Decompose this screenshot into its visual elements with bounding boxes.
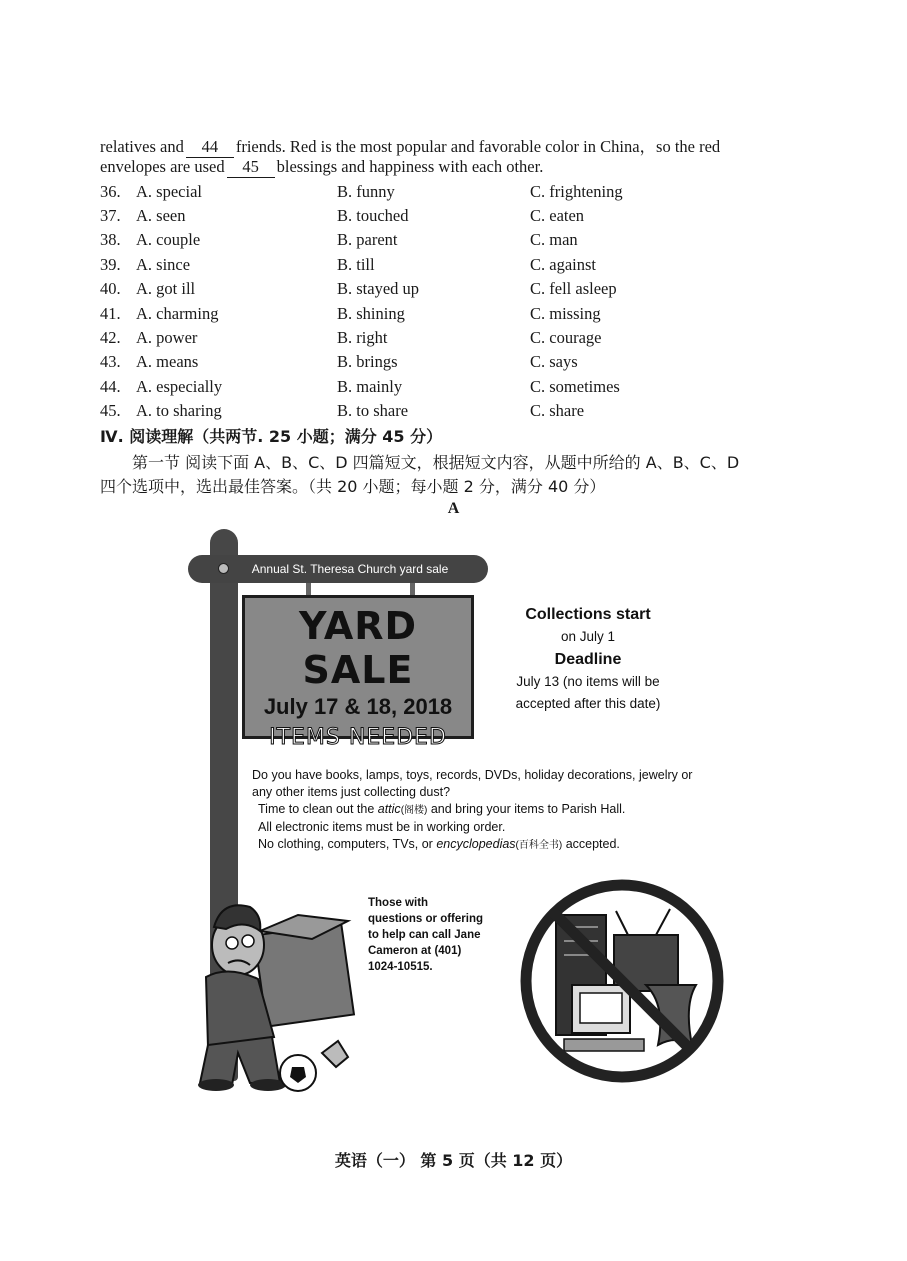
option-b: B. parent — [337, 230, 398, 249]
question-number: 45. — [100, 401, 121, 420]
passage-label: A — [447, 500, 460, 517]
question-number: 43. — [100, 352, 121, 371]
option-c: C. eaten — [530, 206, 585, 225]
question-row — [100, 304, 820, 326]
option-c: C. against — [530, 255, 596, 274]
option-a: A. couple — [136, 230, 201, 249]
option-a: A. power — [136, 328, 198, 347]
option-c: C. fell asleep — [530, 279, 617, 298]
option-c: C. courage — [530, 328, 602, 347]
option-b: B. shining — [337, 304, 405, 323]
poster-body — [252, 767, 692, 854]
collect-line: on July 1 — [560, 629, 616, 644]
option-c: C. share — [530, 401, 585, 420]
passage-text: envelopes are used — [100, 157, 225, 176]
no-electronics-icon — [516, 875, 728, 1087]
yard-sale-sign — [242, 595, 474, 750]
option-a: A. means — [136, 352, 199, 371]
option-a: A. charming — [136, 304, 219, 323]
option-b: B. stayed up — [337, 279, 420, 298]
option-c: C. says — [530, 352, 578, 371]
option-a: A. to sharing — [136, 401, 222, 420]
option-b: B. mainly — [337, 377, 403, 396]
instruction-line-1: 第一节 阅读下面 A、B、C、D 四篇短文，根据短文内容，从题中所给的 A、B、C、D — [132, 453, 740, 472]
question-row — [100, 182, 820, 204]
poster-banner: Annual St. Theresa Church yard sale — [188, 555, 488, 583]
option-b: B. right — [337, 328, 388, 347]
sign-items-needed: ITEMS NEEDED — [269, 725, 447, 750]
question-number: 44. — [100, 377, 121, 396]
blank-44: 44 — [186, 137, 234, 158]
question-row — [100, 279, 820, 301]
passage-text: blessings and happiness with each other. — [276, 157, 544, 176]
collect-line: accepted after this date) — [515, 696, 661, 711]
page-footer: 英语（一） 第 5 页（共 12 页） — [334, 1151, 573, 1170]
collect-line: Collections start — [525, 606, 651, 623]
passage-text: friends. Red is the most popular and favorable color in China，so the red — [235, 137, 721, 156]
passage-line-2 — [100, 157, 543, 178]
question-number: 36. — [100, 182, 121, 201]
question-number: 40. — [100, 279, 121, 298]
question-number: 41. — [100, 304, 121, 323]
question-number: 38. — [100, 230, 121, 249]
question-row — [100, 328, 820, 350]
option-b: B. to share — [337, 401, 409, 420]
body-line: No clothing, computers, TVs, or encyclopedias(百科全书) accepted. — [258, 837, 620, 851]
yard-sale-poster — [178, 527, 730, 1093]
question-row — [100, 255, 820, 277]
question-row — [100, 206, 820, 228]
option-a: A. especially — [136, 377, 223, 396]
option-c: C. missing — [530, 304, 601, 323]
collection-info — [500, 603, 676, 715]
option-b: B. brings — [337, 352, 398, 371]
sign-title: YARD SALE — [298, 604, 418, 692]
man-carrying-box-illustration — [188, 887, 368, 1093]
sign-date: July 17 & 18, 2018 — [263, 694, 453, 719]
option-c: C. man — [530, 230, 578, 249]
body-line: Do you have books, lamps, toys, records, DVDs, holiday decorations, jewelry or — [252, 768, 693, 782]
question-number: 37. — [100, 206, 121, 225]
question-row — [100, 230, 820, 252]
question-row — [100, 401, 820, 423]
passage-line-1 — [100, 133, 720, 158]
question-number: 42. — [100, 328, 121, 347]
instruction-line-2: 四个选项中，选出最佳答案。（共 20 小题；每小题 2 分，满分 40 分） — [100, 477, 606, 496]
option-c: C. frightening — [530, 182, 623, 201]
option-c: C. sometimes — [530, 377, 620, 396]
blank-45: 45 — [227, 157, 275, 178]
option-b: B. funny — [337, 182, 395, 201]
passage-text: relatives and — [100, 137, 184, 156]
option-a: A. special — [136, 182, 202, 201]
body-line: All electronic items must be in working order. — [258, 820, 506, 834]
collect-line: July 13 (no items will be — [516, 674, 660, 689]
option-a: A. got ill — [136, 279, 196, 298]
bolt-icon — [218, 563, 229, 574]
question-row — [100, 352, 820, 374]
body-line: Time to clean out the attic(阁楼) and bring your items to Parish Hall. — [258, 802, 626, 816]
body-line: any other items just collecting dust? — [252, 785, 451, 799]
option-a: A. seen — [136, 206, 186, 225]
contact-info: Those with questions or offering to help can call Jane Cameron at (401) 1024-10515. — [368, 897, 483, 973]
option-a: A. since — [136, 255, 191, 274]
option-b: B. touched — [337, 206, 409, 225]
question-row — [100, 377, 820, 399]
question-number: 39. — [100, 255, 121, 274]
collect-line: Deadline — [554, 651, 622, 668]
section-heading: Ⅳ. 阅读理解（共两节. 25 小题；满分 45 分） — [100, 427, 443, 446]
option-b: B. till — [337, 255, 375, 274]
